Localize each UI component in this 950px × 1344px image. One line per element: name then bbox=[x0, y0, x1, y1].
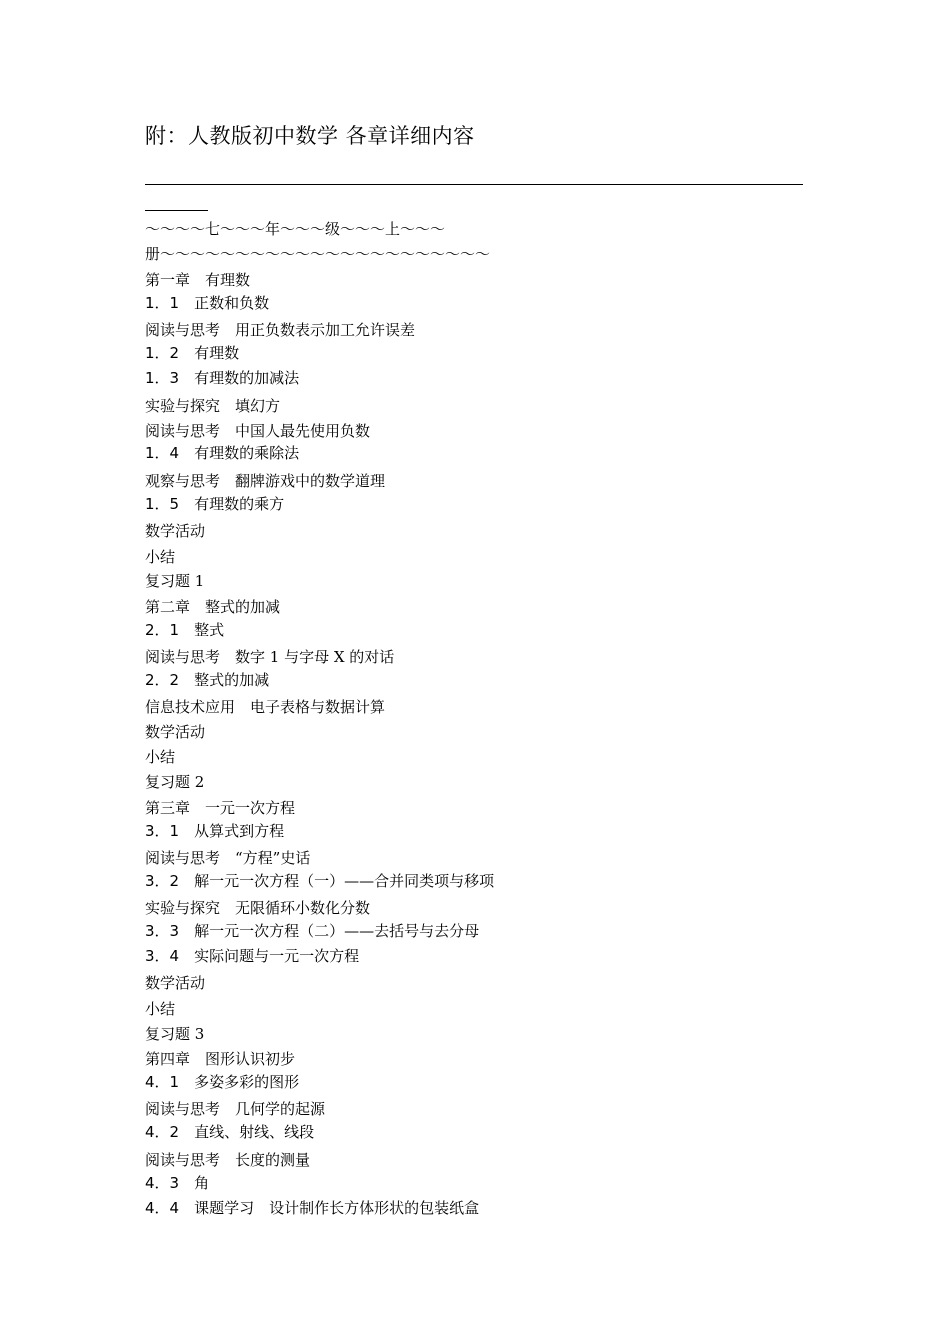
toc-entry bbox=[145, 396, 280, 416]
toc-entry bbox=[145, 320, 415, 340]
toc-entry-title: 有理数的乘方 bbox=[179, 495, 285, 513]
toc-entry-number: 3．2 bbox=[145, 872, 180, 890]
toc-entry bbox=[145, 973, 205, 993]
toc-entry-title: 实验与探究 填幻方 bbox=[145, 397, 281, 415]
toc-entry-title: 第一章 有理数 bbox=[145, 271, 251, 289]
toc-entry bbox=[145, 1150, 310, 1170]
toc-entry bbox=[145, 1024, 204, 1044]
toc-entry bbox=[145, 1072, 299, 1092]
toc-entry-number: 4．1 bbox=[145, 1073, 180, 1091]
toc-entry bbox=[145, 571, 204, 591]
toc-entry-title: 整式的加减 bbox=[179, 671, 270, 689]
toc-entry-title: 有理数 bbox=[179, 344, 240, 362]
toc-entry-number: 3．1 bbox=[145, 822, 180, 840]
toc-entry bbox=[145, 946, 359, 966]
page-title: 附：人教版初中数学 各章详细内容 bbox=[145, 124, 475, 148]
toc-entry-number: 4．3 bbox=[145, 1174, 180, 1192]
toc-entry-title: 第二章 整式的加减 bbox=[145, 598, 281, 616]
toc-entry-title: 观察与思考 翻牌游戏中的数学道理 bbox=[145, 472, 386, 490]
toc-entry-title: 数学活动 bbox=[145, 723, 206, 741]
toc-entry-title: 课题学习 设计制作长方体形状的包装纸盒 bbox=[179, 1199, 480, 1217]
toc-entry bbox=[145, 270, 250, 290]
toc-entry bbox=[145, 871, 494, 891]
toc-entry bbox=[145, 620, 224, 640]
toc-entry-title: 从算式到方程 bbox=[179, 822, 285, 840]
toc-entry bbox=[145, 597, 280, 617]
toc-entry-title: 数学活动 bbox=[145, 974, 206, 992]
toc-entry bbox=[145, 772, 204, 792]
toc-entry-title: 数学活动 bbox=[145, 522, 206, 540]
toc-entry bbox=[145, 343, 239, 363]
toc-entry bbox=[145, 821, 284, 841]
toc-entry bbox=[145, 670, 269, 690]
toc-entry bbox=[145, 443, 299, 463]
toc-entry-title: 小结 bbox=[145, 548, 176, 566]
toc-entry bbox=[145, 697, 385, 717]
toc-entry-number: 1．3 bbox=[145, 369, 180, 387]
toc-entry bbox=[145, 798, 295, 818]
toc-entry bbox=[145, 1173, 209, 1193]
toc-entry bbox=[145, 293, 269, 313]
toc-entry-title: 解一元一次方程（二）——去括号与去分母 bbox=[179, 922, 480, 940]
toc-entry-title: 直线、射线、线段 bbox=[179, 1123, 315, 1141]
toc-entry-title: 有理数的加减法 bbox=[179, 369, 300, 387]
toc-entry-title: 复习题 1 bbox=[145, 572, 205, 590]
toc-entry-number: 3．3 bbox=[145, 922, 180, 940]
toc-entry bbox=[145, 547, 175, 567]
toc-entry-title: 第三章 一元一次方程 bbox=[145, 799, 296, 817]
toc-entry-title: 阅读与思考 长度的测量 bbox=[145, 1151, 311, 1169]
toc-entry bbox=[145, 722, 205, 742]
grade-header-line-1: ～～～～七～～～年～～～级～～～上～～～ bbox=[145, 220, 446, 238]
toc-entry-title: 第四章 图形认识初步 bbox=[145, 1050, 296, 1068]
toc-entry-title: 阅读与思考 “方程”史话 bbox=[145, 849, 311, 867]
toc-entry-title: 正数和负数 bbox=[179, 294, 270, 312]
toc-entry-title: 阅读与思考 中国人最先使用负数 bbox=[145, 422, 371, 440]
toc-entry-number: 3．4 bbox=[145, 947, 180, 965]
toc-entry-title: 阅读与思考 数字 1 与字母 X 的对话 bbox=[145, 648, 395, 666]
toc-entry bbox=[145, 898, 370, 918]
toc-entry bbox=[145, 471, 385, 491]
toc-entry bbox=[145, 647, 394, 667]
toc-entry-title: 实际问题与一元一次方程 bbox=[179, 947, 360, 965]
grade-header-line-2: 册～～～～～～～～～～～～～～～～～～～～～～ bbox=[145, 245, 491, 263]
toc-entry-title: 整式 bbox=[179, 621, 225, 639]
toc-entry-number: 4．4 bbox=[145, 1199, 180, 1217]
title-underline-continuation bbox=[145, 210, 208, 211]
toc-entry bbox=[145, 1198, 479, 1218]
toc-entry-title: 信息技术应用 电子表格与数据计算 bbox=[145, 698, 386, 716]
toc-entry-number: 1．4 bbox=[145, 444, 180, 462]
toc-entry bbox=[145, 368, 299, 388]
toc-entry bbox=[145, 848, 310, 868]
toc-entry-number: 1．2 bbox=[145, 344, 180, 362]
toc-entry-number: 1．5 bbox=[145, 495, 180, 513]
toc-entry-title: 小结 bbox=[145, 748, 176, 766]
toc-entry-title: 阅读与思考 用正负数表示加工允许误差 bbox=[145, 321, 416, 339]
toc-entry bbox=[145, 421, 370, 441]
toc-entry bbox=[145, 1122, 314, 1142]
toc-entry bbox=[145, 1049, 295, 1069]
toc-entry-title: 有理数的乘除法 bbox=[179, 444, 300, 462]
toc-entry bbox=[145, 999, 175, 1019]
toc-entry bbox=[145, 747, 175, 767]
toc-entry-number: 2．1 bbox=[145, 621, 180, 639]
toc-entry bbox=[145, 521, 205, 541]
toc-entry-title: 实验与探究 无限循环小数化分数 bbox=[145, 899, 371, 917]
toc-entry-title: 解一元一次方程（一）——合并同类项与移项 bbox=[179, 872, 495, 890]
toc-entry-title: 角 bbox=[179, 1174, 210, 1192]
toc-entry bbox=[145, 1099, 325, 1119]
toc-entry-title: 小结 bbox=[145, 1000, 176, 1018]
toc-entry-title: 复习题 3 bbox=[145, 1025, 205, 1043]
toc-entry-number: 1．1 bbox=[145, 294, 180, 312]
toc-entry bbox=[145, 494, 284, 514]
toc-entry bbox=[145, 921, 479, 941]
toc-entry-number: 4．2 bbox=[145, 1123, 180, 1141]
toc-entry-title: 阅读与思考 几何学的起源 bbox=[145, 1100, 326, 1118]
toc-entry-title: 多姿多彩的图形 bbox=[179, 1073, 300, 1091]
toc-entry-title: 复习题 2 bbox=[145, 773, 205, 791]
title-underline bbox=[145, 184, 803, 185]
toc-entry-number: 2．2 bbox=[145, 671, 180, 689]
